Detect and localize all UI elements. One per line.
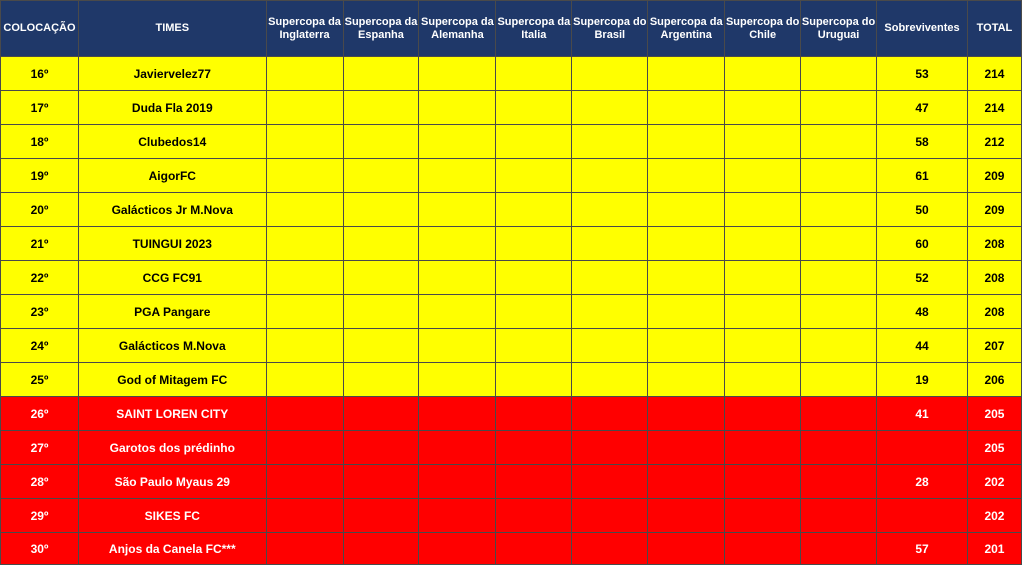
cup-score-cell xyxy=(266,397,343,431)
team-cell: God of Mitagem FC xyxy=(78,363,266,397)
team-cell: São Paulo Myaus 29 xyxy=(78,465,266,499)
cup-score-cell xyxy=(725,533,801,565)
total-cell: 214 xyxy=(967,91,1021,125)
cup-score-cell xyxy=(266,91,343,125)
total-cell: 208 xyxy=(967,261,1021,295)
survivors-cell: 48 xyxy=(877,295,968,329)
cup-score-cell xyxy=(648,193,725,227)
cup-score-cell xyxy=(419,193,496,227)
cup-score-cell xyxy=(725,329,801,363)
cup-score-cell xyxy=(648,227,725,261)
cup-score-cell xyxy=(343,397,419,431)
rank-cell: 29º xyxy=(1,499,79,533)
cup-score-cell xyxy=(725,57,801,91)
cup-score-cell xyxy=(343,363,419,397)
cup-score-cell xyxy=(343,57,419,91)
cup-score-cell xyxy=(343,465,419,499)
total-cell: 209 xyxy=(967,159,1021,193)
table-row xyxy=(1,91,1024,125)
survivors-cell: 19 xyxy=(877,363,968,397)
cup-score-cell xyxy=(572,125,648,159)
survivors-cell: 57 xyxy=(877,533,968,565)
edge-cell xyxy=(1021,261,1023,295)
cup-score-cell xyxy=(419,227,496,261)
cup-score-cell xyxy=(572,261,648,295)
cup-score-cell xyxy=(343,193,419,227)
cup-score-cell xyxy=(419,465,496,499)
cup-score-cell xyxy=(419,125,496,159)
edge-cell xyxy=(1021,91,1023,125)
edge-cell xyxy=(1021,227,1023,261)
cup-score-cell xyxy=(572,227,648,261)
team-cell: Javiervelez77 xyxy=(78,57,266,91)
team-cell: TUINGUI 2023 xyxy=(78,227,266,261)
cup-score-cell xyxy=(496,363,572,397)
cup-score-cell xyxy=(725,91,801,125)
table-row xyxy=(1,431,1024,465)
cup-score-cell xyxy=(572,499,648,533)
cup-score-cell xyxy=(343,125,419,159)
edge-cell xyxy=(1021,159,1023,193)
cup-score-cell xyxy=(419,261,496,295)
total-cell: 208 xyxy=(967,227,1021,261)
cup-score-cell xyxy=(801,465,877,499)
total-cell: 207 xyxy=(967,329,1021,363)
rank-cell: 28º xyxy=(1,465,79,499)
cup-score-cell xyxy=(801,261,877,295)
table-row xyxy=(1,533,1024,565)
cup-header-uruguay: Supercopa do Uruguai xyxy=(801,1,877,57)
cup-score-cell xyxy=(801,227,877,261)
team-cell: Anjos da Canela FC*** xyxy=(78,533,266,565)
rank-cell: 17º xyxy=(1,91,79,125)
cup-score-cell xyxy=(266,499,343,533)
survivors-header: Sobreviventes xyxy=(877,1,968,57)
cup-score-cell xyxy=(419,431,496,465)
rank-cell: 21º xyxy=(1,227,79,261)
cup-score-cell xyxy=(648,499,725,533)
survivors-cell xyxy=(877,431,968,465)
rank-cell: 16º xyxy=(1,57,79,91)
cup-score-cell xyxy=(343,261,419,295)
survivors-cell: 53 xyxy=(877,57,968,91)
table-row xyxy=(1,261,1024,295)
cup-score-cell xyxy=(725,261,801,295)
cup-score-cell xyxy=(419,499,496,533)
cup-score-cell xyxy=(801,363,877,397)
cup-score-cell xyxy=(419,295,496,329)
total-cell: 202 xyxy=(967,499,1021,533)
teams-header: TIMES xyxy=(78,1,266,57)
table-row xyxy=(1,397,1024,431)
cup-score-cell xyxy=(572,91,648,125)
cup-score-cell xyxy=(496,329,572,363)
cup-score-cell xyxy=(572,363,648,397)
total-cell: 208 xyxy=(967,295,1021,329)
cup-score-cell xyxy=(266,227,343,261)
cup-score-cell xyxy=(801,91,877,125)
cup-score-cell xyxy=(266,295,343,329)
cup-header-argentina: Supercopa da Argentina xyxy=(648,1,725,57)
cup-score-cell xyxy=(419,159,496,193)
cup-score-cell xyxy=(419,397,496,431)
rank-cell: 25º xyxy=(1,363,79,397)
survivors-cell: 52 xyxy=(877,261,968,295)
cup-score-cell xyxy=(801,397,877,431)
cup-score-cell xyxy=(648,363,725,397)
table-row xyxy=(1,465,1024,499)
table-row xyxy=(1,125,1024,159)
cup-score-cell xyxy=(725,227,801,261)
cup-score-cell xyxy=(725,125,801,159)
team-cell: CCG FC91 xyxy=(78,261,266,295)
rank-cell: 26º xyxy=(1,397,79,431)
rank-cell: 18º xyxy=(1,125,79,159)
cup-score-cell xyxy=(496,125,572,159)
cup-score-cell xyxy=(496,465,572,499)
cup-header-germany: Supercopa da Alemanha xyxy=(419,1,496,57)
cup-score-cell xyxy=(343,499,419,533)
edge-cell xyxy=(1021,329,1023,363)
team-cell: Galácticos Jr M.Nova xyxy=(78,193,266,227)
rank-cell: 30º xyxy=(1,533,79,565)
cup-score-cell xyxy=(725,159,801,193)
survivors-cell: 61 xyxy=(877,159,968,193)
survivors-cell: 58 xyxy=(877,125,968,159)
team-cell: Clubedos14 xyxy=(78,125,266,159)
cup-score-cell xyxy=(572,193,648,227)
cup-score-cell xyxy=(496,159,572,193)
survivors-cell: 60 xyxy=(877,227,968,261)
rank-cell: 22º xyxy=(1,261,79,295)
table-row xyxy=(1,159,1024,193)
cup-score-cell xyxy=(266,431,343,465)
cup-score-cell xyxy=(725,499,801,533)
team-cell: Duda Fla 2019 xyxy=(78,91,266,125)
team-cell: SAINT LOREN CITY xyxy=(78,397,266,431)
cup-score-cell xyxy=(343,159,419,193)
cup-score-cell xyxy=(648,397,725,431)
cup-score-cell xyxy=(496,533,572,565)
cup-score-cell xyxy=(725,465,801,499)
cup-score-cell xyxy=(343,295,419,329)
cup-score-cell xyxy=(801,193,877,227)
cup-score-cell xyxy=(648,431,725,465)
survivors-cell xyxy=(877,499,968,533)
edge-cell xyxy=(1021,499,1023,533)
total-cell: 214 xyxy=(967,57,1021,91)
total-cell: 205 xyxy=(967,431,1021,465)
cup-score-cell xyxy=(725,363,801,397)
total-cell: 206 xyxy=(967,363,1021,397)
cup-score-cell xyxy=(648,159,725,193)
rank-cell: 20º xyxy=(1,193,79,227)
rank-cell: 27º xyxy=(1,431,79,465)
cup-score-cell xyxy=(496,227,572,261)
cup-score-cell xyxy=(343,533,419,565)
table-row xyxy=(1,329,1024,363)
cup-score-cell xyxy=(266,329,343,363)
table-row xyxy=(1,295,1024,329)
table-row xyxy=(1,363,1024,397)
cup-score-cell xyxy=(266,159,343,193)
cup-score-cell xyxy=(419,533,496,565)
cup-score-cell xyxy=(725,397,801,431)
cup-score-cell xyxy=(266,533,343,565)
cup-score-cell xyxy=(343,227,419,261)
cup-score-cell xyxy=(648,261,725,295)
rank-cell: 23º xyxy=(1,295,79,329)
edge-cell xyxy=(1021,363,1023,397)
cup-score-cell xyxy=(648,125,725,159)
cup-score-cell xyxy=(648,91,725,125)
table-row xyxy=(1,193,1024,227)
cup-header-chile: Supercopa do Chile xyxy=(725,1,801,57)
cup-score-cell xyxy=(801,499,877,533)
survivors-cell: 44 xyxy=(877,329,968,363)
team-cell: AigorFC xyxy=(78,159,266,193)
cup-score-cell xyxy=(419,329,496,363)
table-row xyxy=(1,227,1024,261)
cup-score-cell xyxy=(343,91,419,125)
cup-score-cell xyxy=(266,57,343,91)
cup-score-cell xyxy=(801,431,877,465)
cup-score-cell xyxy=(419,363,496,397)
survivors-cell: 50 xyxy=(877,193,968,227)
edge-cell xyxy=(1021,57,1023,91)
cup-score-cell xyxy=(496,499,572,533)
rank-cell: 19º xyxy=(1,159,79,193)
cup-score-cell xyxy=(801,57,877,91)
cup-header-italy: Supercopa da Italia xyxy=(496,1,572,57)
cup-score-cell xyxy=(725,295,801,329)
total-cell: 205 xyxy=(967,397,1021,431)
edge-cell xyxy=(1021,295,1023,329)
cup-score-cell xyxy=(801,295,877,329)
cup-score-cell xyxy=(572,431,648,465)
total-cell: 212 xyxy=(967,125,1021,159)
cup-header-england: Supercopa da Inglaterra xyxy=(266,1,343,57)
cup-score-cell xyxy=(496,91,572,125)
cup-header-brazil: Supercopa do Brasil xyxy=(572,1,648,57)
edge-cell xyxy=(1021,125,1023,159)
cup-score-cell xyxy=(419,91,496,125)
cup-score-cell xyxy=(648,329,725,363)
cup-score-cell xyxy=(572,159,648,193)
team-cell: PGA Pangare xyxy=(78,295,266,329)
cup-score-cell xyxy=(725,431,801,465)
cup-score-cell xyxy=(496,193,572,227)
cup-score-cell xyxy=(343,329,419,363)
survivors-cell: 28 xyxy=(877,465,968,499)
cup-score-cell xyxy=(648,295,725,329)
edge-cell xyxy=(1021,465,1023,499)
team-cell: SIKES FC xyxy=(78,499,266,533)
cup-score-cell xyxy=(572,295,648,329)
total-cell: 202 xyxy=(967,465,1021,499)
team-cell: Galácticos M.Nova xyxy=(78,329,266,363)
edge-cell xyxy=(1021,193,1023,227)
header-row xyxy=(1,1,1024,57)
edge-cell xyxy=(1021,533,1023,565)
team-cell: Garotos dos prédinho xyxy=(78,431,266,465)
survivors-cell: 41 xyxy=(877,397,968,431)
cup-score-cell xyxy=(266,125,343,159)
edge-cell xyxy=(1021,1,1023,57)
cup-score-cell xyxy=(496,295,572,329)
cup-score-cell xyxy=(801,125,877,159)
cup-score-cell xyxy=(572,397,648,431)
cup-score-cell xyxy=(801,533,877,565)
cup-score-cell xyxy=(496,261,572,295)
cup-score-cell xyxy=(266,363,343,397)
cup-score-cell xyxy=(572,533,648,565)
table-row xyxy=(1,57,1024,91)
cup-score-cell xyxy=(648,533,725,565)
cup-score-cell xyxy=(648,465,725,499)
cup-score-cell xyxy=(725,193,801,227)
rank-header: COLOCAÇÃO xyxy=(1,1,79,57)
cup-score-cell xyxy=(572,465,648,499)
cup-score-cell xyxy=(572,329,648,363)
cup-score-cell xyxy=(496,431,572,465)
cup-score-cell xyxy=(801,329,877,363)
cup-score-cell xyxy=(266,193,343,227)
survivors-cell: 47 xyxy=(877,91,968,125)
cup-score-cell xyxy=(419,57,496,91)
cup-score-cell xyxy=(496,57,572,91)
table-row xyxy=(1,499,1024,533)
cup-header-spain: Supercopa da Espanha xyxy=(343,1,419,57)
cup-score-cell xyxy=(266,261,343,295)
cup-score-cell xyxy=(266,465,343,499)
cup-score-cell xyxy=(343,431,419,465)
cup-score-cell xyxy=(496,397,572,431)
total-cell: 209 xyxy=(967,193,1021,227)
cup-score-cell xyxy=(572,57,648,91)
cup-score-cell xyxy=(648,57,725,91)
edge-cell xyxy=(1021,431,1023,465)
rank-cell: 24º xyxy=(1,329,79,363)
total-header: TOTAL xyxy=(967,1,1021,57)
edge-cell xyxy=(1021,397,1023,431)
cup-score-cell xyxy=(801,159,877,193)
total-cell: 201 xyxy=(967,533,1021,565)
